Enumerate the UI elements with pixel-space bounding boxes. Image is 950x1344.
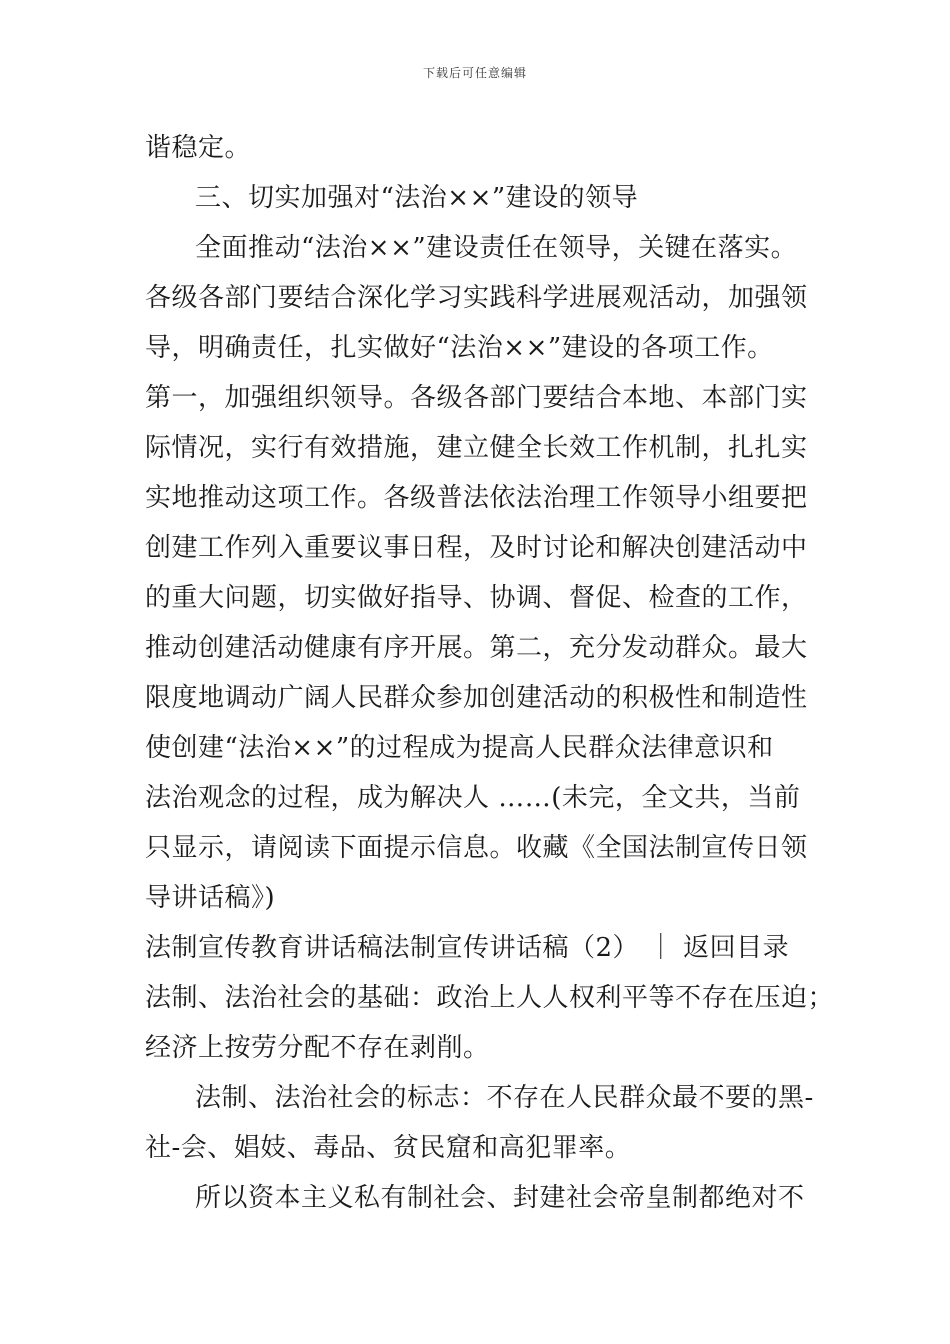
text-line: 各级各部门要结合深化学习实践科学进展观活动，加强领 <box>145 283 808 313</box>
text-line: 第一，加强组织领导。各级各部门要结合本地、本部门实 <box>145 383 808 413</box>
text-line: 法治观念的过程，成为解决人 ……(未完，全文共，当前 <box>145 783 801 813</box>
text-line: 际情况，实行有效措施，建立健全长效工作机制，扎扎实 <box>145 433 808 463</box>
section-heading: 三、切实加强对“法治××”建设的领导 <box>195 183 639 213</box>
text-line: 创建工作列入重要议事日程，及时讨论和解决创建活动中 <box>145 533 808 563</box>
paragraph-start: 所以资本主义私有制社会、封建社会帝皇制都绝对不 <box>195 1183 805 1213</box>
text-line: 的重大问题，切实做好指导、协调、督促、检查的工作， <box>145 583 808 613</box>
text-line: 限度地调动广阔人民群众参加创建活动的积极性和制造性 <box>145 683 808 713</box>
text-line: 经济上按劳分配不存在剥削。 <box>145 1033 490 1063</box>
text-line: 使创建“法治××”的过程成为提高人民群众法律意识和 <box>145 733 774 763</box>
text-line: 导，明确责任，扎实做好“法治××”建设的各项工作。 <box>145 333 774 363</box>
paragraph-start: 法制、法治社会的标志：不存在人民群众最不要的黑- <box>195 1083 814 1113</box>
text-line: 谐稳定。 <box>145 133 252 163</box>
text-line: 社-会、娼妓、毒品、贫民窟和高犯罪率。 <box>145 1133 632 1163</box>
page-header: 下载后可任意编辑 <box>422 66 527 80</box>
text-line: 只显示，请阅读下面提示信息。收藏《全国法制宣传日领 <box>145 833 808 863</box>
text-line: 法制、法治社会的基础：政治上人人权利平等不存在压迫； <box>145 983 835 1013</box>
text-line: 推动创建活动健康有序开展。第二，充分发动群众。最大 <box>145 633 808 663</box>
article-title-link-line[interactable]: 法制宣传教育讲话稿法制宣传讲话稿（2） ｜ 返回目录 <box>145 933 790 963</box>
paragraph-start: 全面推动“法治××”建设责任在领导，关键在落实。 <box>195 233 798 263</box>
text-line: 实地推动这项工作。各级普法依法治理工作领导小组要把 <box>145 483 808 513</box>
text-line: 导讲话稿》) <box>145 883 276 913</box>
